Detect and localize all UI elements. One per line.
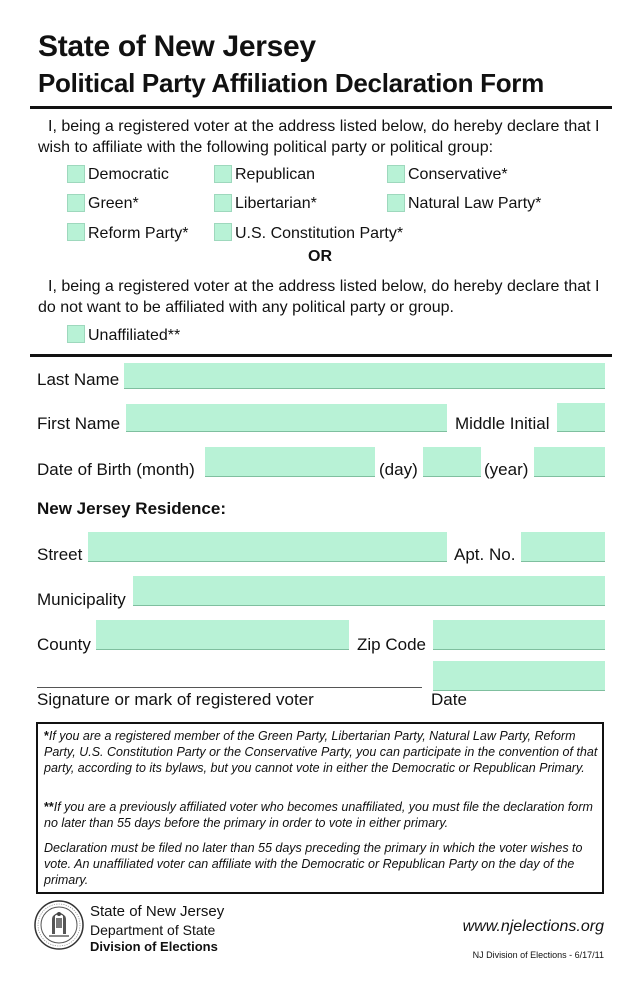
note-filing-deadline: Declaration must be filed no later than 55 days preceding the primary in which the voter wishes to vote. An unaffiliated voter can affiliate with the Democratic or Republican Party on the day of the primary. xyxy=(44,841,583,887)
checkbox-green[interactable] xyxy=(67,194,85,212)
footer-department: Department of State xyxy=(90,922,216,938)
label-green: Green* xyxy=(88,195,139,212)
checkbox-conservative[interactable] xyxy=(387,165,405,183)
county-label: County xyxy=(37,635,91,654)
footer-website-link[interactable]: www.njelections.org xyxy=(462,918,604,935)
section-divider xyxy=(30,354,612,357)
dob-day-field[interactable] xyxy=(423,447,481,477)
form-title: Political Party Affiliation Declaration Form xyxy=(38,68,544,98)
first-name-field[interactable] xyxy=(126,404,447,432)
apt-label: Apt. No. xyxy=(454,545,516,564)
date-field[interactable] xyxy=(433,661,605,691)
checkbox-republican[interactable] xyxy=(214,165,232,183)
label-us-constitution: U.S. Constitution Party* xyxy=(235,225,404,242)
dob-month-label: Date of Birth (month) xyxy=(37,460,195,479)
note-marker-single: * xyxy=(44,729,49,743)
dob-month-field[interactable] xyxy=(205,447,375,477)
last-name-field[interactable] xyxy=(124,363,605,389)
label-democratic: Democratic xyxy=(88,166,169,183)
note-minor-parties-text: If you are a registered member of the Green Party, Libertarian Party, Natural Law Party, Reform Party, U.S. Constitution Party or the Conservative Party, you can participate in the convention of that party, according to its bylaws, but you cannot vote in either the Democratic or Republican Primary. xyxy=(44,729,598,775)
dob-year-label: (year) xyxy=(484,460,529,479)
middle-initial-label: Middle Initial xyxy=(455,414,550,433)
municipality-label: Municipality xyxy=(37,590,126,609)
affiliate-declaration: I, being a registered voter at the address listed below, do hereby declare that I wish to affiliate with the following political party or political group: xyxy=(38,118,600,156)
unaffiliated-declaration: I, being a registered voter at the address listed below, do hereby declare that I do not want to be affiliated with any political party or group. xyxy=(38,278,600,316)
county-field[interactable] xyxy=(96,620,349,650)
form-title-state: State of New Jersey xyxy=(38,30,316,63)
footer-state: State of New Jersey xyxy=(90,903,225,920)
label-libertarian: Libertarian* xyxy=(235,195,317,212)
note-unaffiliated-text: If you are a previously affiliated voter who becomes unaffiliated, you must file the declaration form no later than 55 days before the primary in order to vote in either primary. xyxy=(44,800,593,830)
checkbox-libertarian[interactable] xyxy=(214,194,232,212)
label-unaffiliated: Unaffiliated** xyxy=(88,327,181,344)
note-unaffiliated xyxy=(44,799,598,831)
street-field[interactable] xyxy=(88,532,447,562)
label-reform: Reform Party* xyxy=(88,225,189,242)
label-natural-law: Natural Law Party* xyxy=(408,195,542,212)
note-marker-double: ** xyxy=(44,800,54,814)
checkbox-us-constitution[interactable] xyxy=(214,223,232,241)
zip-field[interactable] xyxy=(433,620,605,650)
header-divider xyxy=(30,106,612,109)
residence-heading: New Jersey Residence: xyxy=(37,499,226,518)
municipality-field[interactable] xyxy=(133,576,605,606)
middle-initial-field[interactable] xyxy=(557,403,605,432)
checkbox-natural-law[interactable] xyxy=(387,194,405,212)
or-separator: OR xyxy=(308,248,332,265)
footer-revision: NJ Division of Elections - 6/17/11 xyxy=(472,950,604,960)
first-name-label: First Name xyxy=(37,414,121,433)
nj-state-seal-icon xyxy=(34,900,84,950)
signature-line[interactable] xyxy=(37,687,422,688)
dob-day-label: (day) xyxy=(379,460,418,479)
checkbox-reform[interactable] xyxy=(67,223,85,241)
signature-label: Signature or mark of registered voter xyxy=(37,690,314,709)
footer-division: Division of Elections xyxy=(90,939,218,954)
zip-label: Zip Code xyxy=(357,635,426,654)
last-name-label: Last Name xyxy=(37,370,120,389)
label-conservative: Conservative* xyxy=(408,166,508,183)
apt-field[interactable] xyxy=(521,532,605,562)
dob-year-field[interactable] xyxy=(534,447,605,477)
street-label: Street xyxy=(37,545,83,564)
checkbox-democratic[interactable] xyxy=(67,165,85,183)
note-minor-parties xyxy=(44,728,598,776)
date-label: Date xyxy=(431,690,467,709)
label-republican: Republican xyxy=(235,166,316,183)
checkbox-unaffiliated[interactable] xyxy=(67,325,85,343)
